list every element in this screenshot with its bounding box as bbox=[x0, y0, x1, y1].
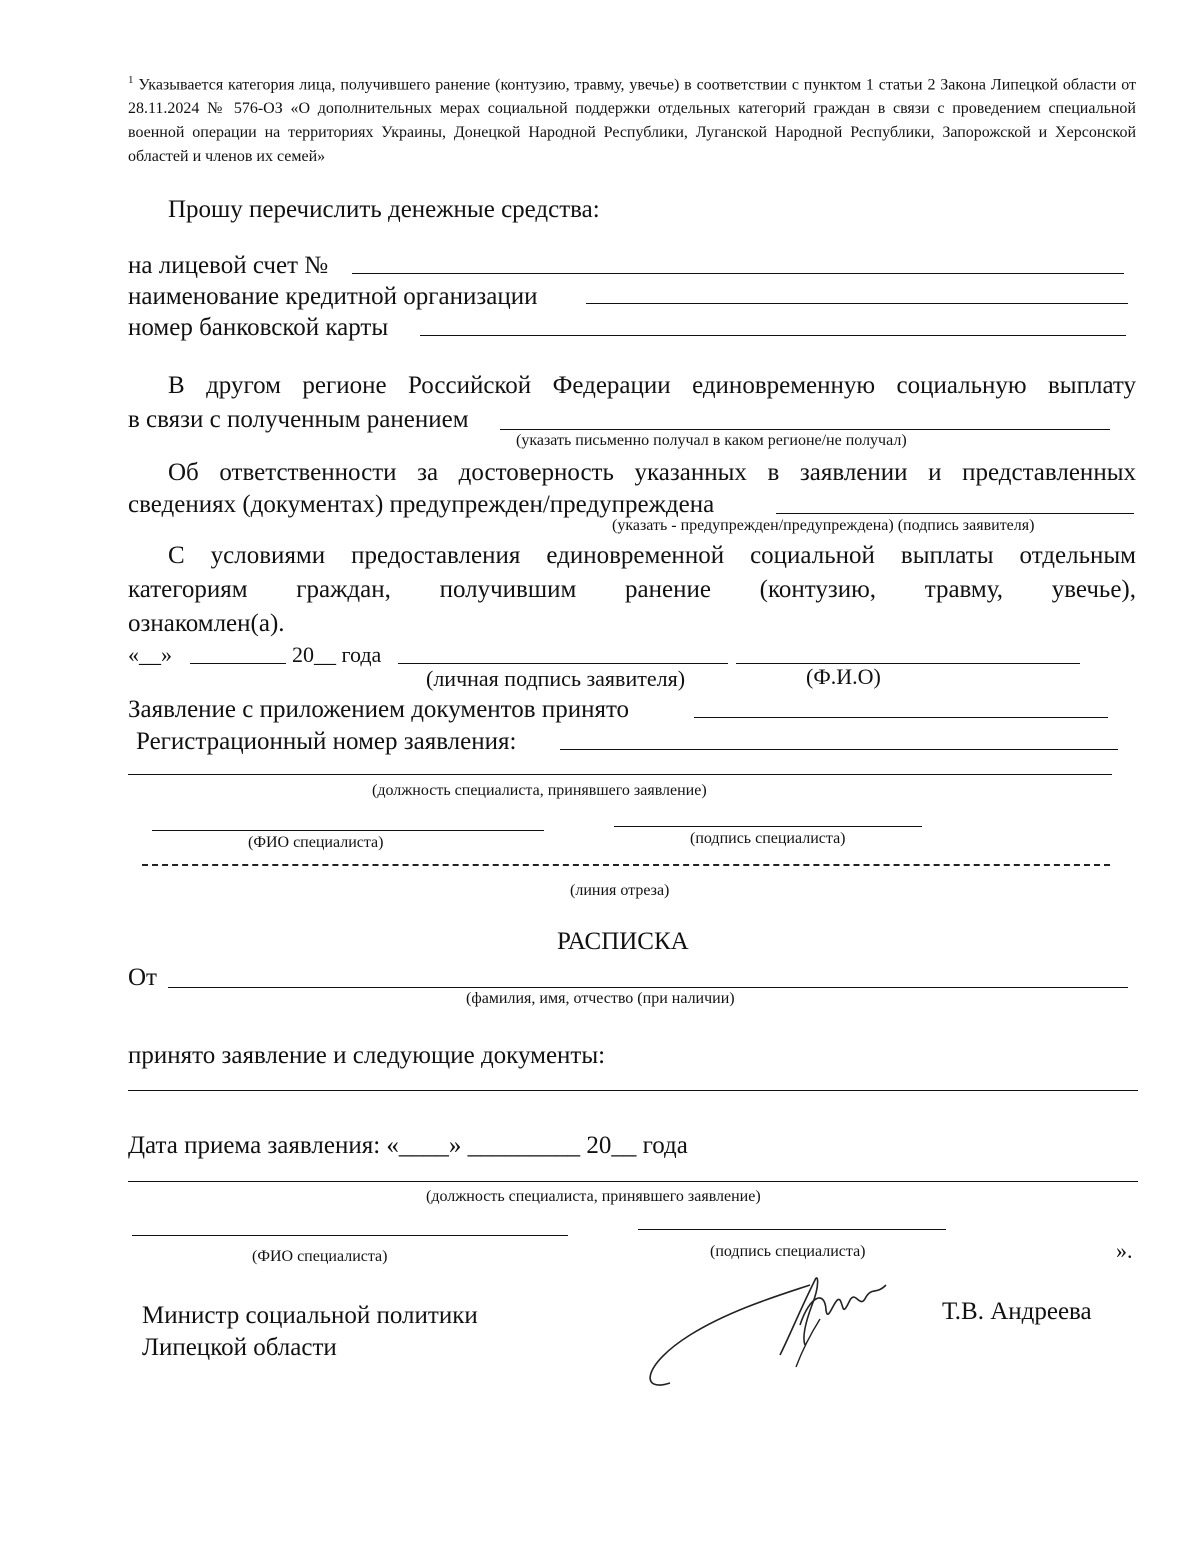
cut-line bbox=[142, 864, 1110, 866]
accepted-position-hint: (должность специалиста, принявшего заявление) bbox=[372, 782, 707, 799]
reg-number-field[interactable] bbox=[560, 749, 1118, 750]
accepted-fio-hint: (ФИО специалиста) bbox=[248, 834, 384, 851]
responsibility-hint: (указать - предупрежден/предупреждена) (подпись заявителя) bbox=[612, 517, 1035, 534]
accepted-sign-hint: (подпись специалиста) bbox=[690, 830, 846, 847]
receipt-from-label: От bbox=[128, 964, 157, 991]
minister-position-line2: Липецкой области bbox=[142, 1334, 337, 1361]
receipt-sign-field[interactable] bbox=[638, 1229, 946, 1230]
bank-field[interactable] bbox=[586, 303, 1128, 304]
receipt-name-hint: (фамилия, имя, отчество (при наличии) bbox=[466, 990, 735, 1007]
card-field[interactable] bbox=[420, 335, 1126, 336]
cut-hint: (линия отреза) bbox=[570, 882, 670, 899]
receipt-sign-hint: (подпись специалиста) bbox=[710, 1243, 866, 1260]
accepted-field[interactable] bbox=[694, 717, 1108, 718]
receipt-docs-field[interactable] bbox=[128, 1090, 1138, 1091]
receipt-docs-label: принято заявление и следующие документы: bbox=[128, 1042, 606, 1069]
other-region-line1: В другом регионе Российской Федерации единовременную социальную выплату bbox=[168, 372, 1136, 399]
receipt-fio-field[interactable] bbox=[132, 1235, 568, 1236]
receipt-fio-hint: (ФИО специалиста) bbox=[252, 1248, 388, 1265]
applicant-fio-hint: (Ф.И.О) bbox=[806, 664, 881, 689]
date-year-text: 20__ года bbox=[292, 642, 382, 667]
receipt-date-label: Дата приема заявления: «____» _________ 20__ года bbox=[128, 1132, 688, 1159]
minister-name: Т.В. Андреева bbox=[942, 1298, 1092, 1325]
responsibility-line2: сведениях (документах) предупрежден/предупреждена bbox=[128, 491, 715, 518]
footnote bbox=[128, 68, 1136, 169]
footnote-marker: 1 bbox=[128, 74, 134, 86]
applicant-fio-field[interactable] bbox=[736, 663, 1080, 664]
account-field[interactable] bbox=[352, 273, 1124, 274]
footnote-text: Указывается категория лица, получившего ранение (контузию, травму, увечье) в соответствии с пунктом 1 статьи 2 Закона Липецкой области от 28.11.2024 № 576-ОЗ «О дополнительных мерах социальной поддержки отдельных категорий граждан в связи с проведением специальной военной операции на территориях Украины, Донецкой Народной Республики, Луганской Народной Республики, Запорожской и Херсонской областей и членов их семей» bbox=[128, 76, 1137, 166]
conditions-line2: категориям граждан, получившим ранение (контузию, травму, увечье), bbox=[128, 576, 1136, 603]
receipt-position-hint: (должность специалиста, принявшего заявление) bbox=[426, 1188, 761, 1205]
receipt-position-field[interactable] bbox=[128, 1181, 1138, 1182]
account-label: на лицевой счет № bbox=[128, 252, 329, 279]
accepted-fio-field[interactable] bbox=[152, 830, 544, 831]
applicant-signature-field[interactable] bbox=[398, 663, 728, 664]
other-region-line2: в связи с полученным ранением bbox=[128, 406, 469, 433]
minister-position-line1: Министр социальной политики bbox=[142, 1302, 478, 1329]
other-region-field[interactable] bbox=[500, 429, 1110, 430]
card-label: номер банковской карты bbox=[128, 314, 389, 341]
receipt-from-field[interactable] bbox=[168, 987, 1128, 988]
receipt-title: РАСПИСКА bbox=[557, 928, 689, 955]
conditions-line1: С условиями предоставления единовременной социальной выплаты отдельным bbox=[168, 542, 1136, 569]
date-month-field[interactable] bbox=[190, 663, 286, 664]
receipt-closing: ». bbox=[1116, 1238, 1133, 1263]
applicant-signature-hint: (личная подпись заявителя) bbox=[426, 666, 686, 691]
other-region-hint: (указать письменно получал в каком регионе/не получал) bbox=[516, 432, 907, 449]
reg-number-label: Регистрационный номер заявления: bbox=[136, 728, 517, 755]
accepted-label: Заявление с приложением документов принято bbox=[128, 696, 630, 723]
accepted-position-field[interactable] bbox=[128, 774, 1112, 775]
bank-label: наименование кредитной организации bbox=[128, 283, 538, 310]
transfer-heading: Прошу перечислить денежные средства: bbox=[168, 196, 600, 223]
responsibility-field[interactable] bbox=[776, 513, 1134, 514]
conditions-line3: ознакомлен(а). bbox=[128, 610, 285, 637]
responsibility-line1: Об ответственности за достоверность указанных в заявлении и представленных bbox=[168, 459, 1136, 486]
minister-signature bbox=[630, 1255, 910, 1395]
date-open-quote: «__» bbox=[128, 642, 172, 667]
accepted-sign-field[interactable] bbox=[614, 826, 922, 827]
